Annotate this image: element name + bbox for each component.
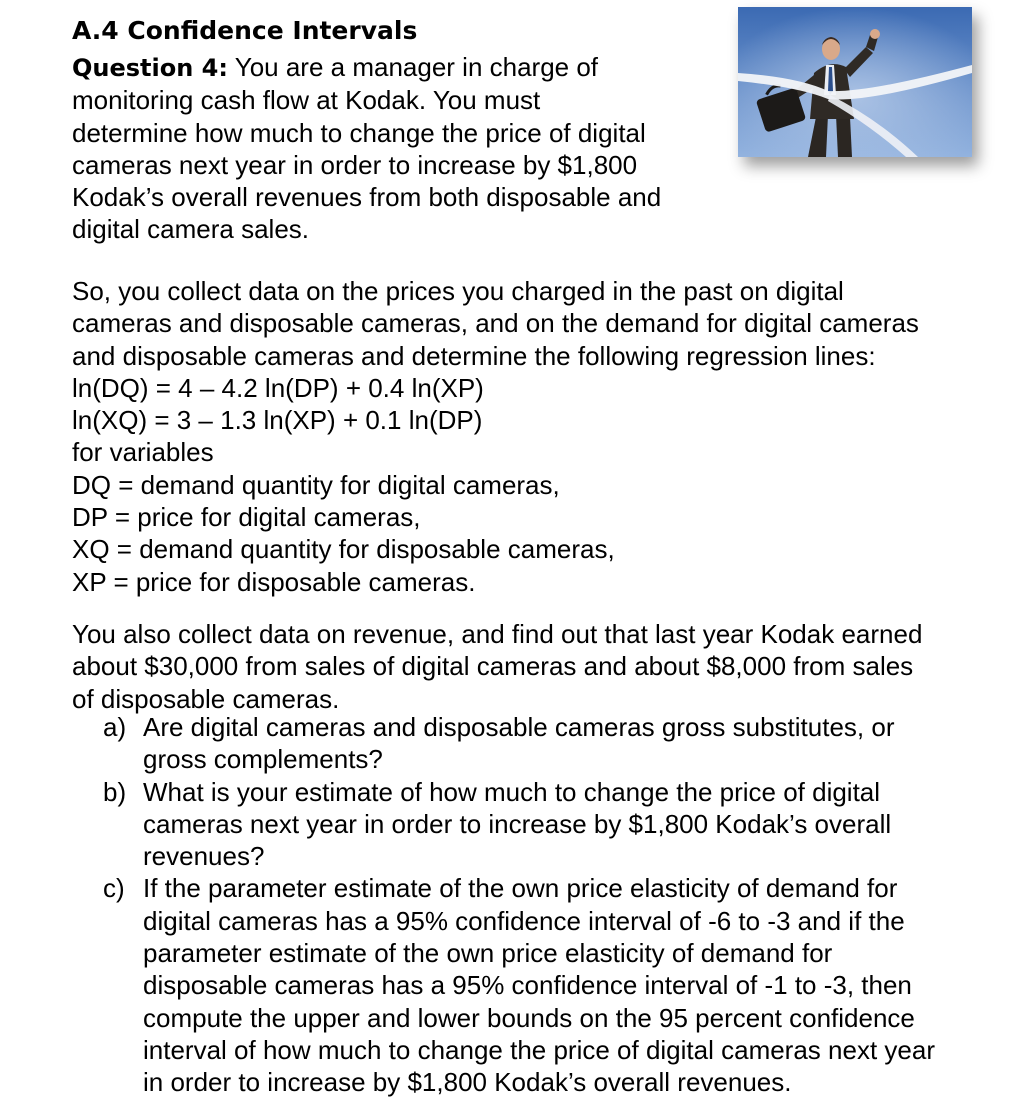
variable-definition: DQ = demand quantity for digital cameras, bbox=[72, 469, 560, 500]
paragraph-line: and disposable cameras and determine the following regression lines: bbox=[72, 340, 876, 371]
sub-question-line: compute the upper and lower bounds on the 95 percent confidence bbox=[143, 1002, 915, 1033]
question-label: Question 4: bbox=[72, 54, 228, 82]
list-marker: b) bbox=[103, 776, 127, 807]
sub-question-line: Are digital cameras and disposable cameras gross substitutes, or bbox=[143, 712, 895, 742]
sub-question-b bbox=[103, 776, 1003, 873]
sub-question-c bbox=[103, 872, 1003, 1098]
sub-question-line: in order to increase by $1,800 Kodak’s overall revenues. bbox=[143, 1067, 792, 1098]
intro-line: digital camera sales. bbox=[72, 214, 309, 245]
sub-question-line: digital cameras has a 95% confidence interval of -6 to -3 and if the bbox=[143, 905, 905, 936]
intro-line: cameras next year in order to increase by $1,800 bbox=[72, 149, 638, 180]
paragraph-line: of disposable cameras. bbox=[72, 683, 340, 714]
list-marker: a) bbox=[103, 712, 127, 742]
sub-question-line: cameras next year in order to increase by $1,800 Kodak’s overall bbox=[143, 808, 892, 839]
list-marker: c) bbox=[103, 873, 125, 904]
intro-line: Kodak’s overall revenues from both disposable and bbox=[72, 182, 662, 213]
question-intro bbox=[72, 51, 732, 246]
section-title: A.4 Confidence Intervals bbox=[72, 16, 418, 45]
paragraph-line: So, you collect data on the prices you charged in the past on digital bbox=[72, 276, 844, 306]
sub-question-line: parameter estimate of the own price elasticity of demand for bbox=[143, 938, 833, 969]
fist bbox=[870, 29, 880, 39]
intro-line: determine how much to change the price of digital bbox=[72, 117, 646, 148]
paragraph-line: cameras and disposable cameras, and on the demand for digital cameras bbox=[72, 308, 919, 339]
businessman-photo bbox=[738, 7, 972, 157]
sub-question-line: What is your estimate of how much to change the price of digital bbox=[143, 776, 881, 807]
revenue-paragraph bbox=[72, 618, 1002, 715]
sub-question-line: revenues? bbox=[143, 841, 265, 872]
sub-question-line: gross complements? bbox=[143, 744, 383, 775]
sub-question-list bbox=[103, 711, 1003, 1099]
regression-equation-disposable: ln(XQ) = 3 – 1.3 ln(XP) + 0.1 ln(DP) bbox=[72, 405, 483, 436]
sub-question-line: If the parameter estimate of the own price elasticity of demand for bbox=[143, 873, 898, 904]
paragraph-line: You also collect data on revenue, and find out that last year Kodak earned bbox=[72, 619, 923, 649]
paragraph-line: about $30,000 from sales of digital cameras and about $8,000 from sales bbox=[72, 651, 914, 682]
sub-question-a bbox=[103, 711, 1003, 776]
businessman-finish-line-image bbox=[738, 7, 972, 157]
variable-definition: XQ = demand quantity for disposable cameras, bbox=[72, 534, 615, 565]
data-paragraph bbox=[72, 275, 1002, 598]
variable-definition: DP = price for digital cameras, bbox=[72, 502, 421, 533]
sub-question-line: interval of how much to change the price of digital cameras next year bbox=[143, 1034, 935, 1065]
intro-line: monitoring cash flow at Kodak. You must bbox=[72, 85, 541, 116]
regression-equation-digital: ln(DQ) = 4 – 4.2 ln(DP) + 0.4 ln(XP) bbox=[72, 372, 484, 403]
intro-line: You are a manager in charge of bbox=[227, 52, 599, 82]
variable-definition: XP = price for disposable cameras. bbox=[72, 566, 476, 597]
variables-intro: for variables bbox=[72, 437, 214, 468]
sub-question-line: disposable cameras has a 95% confidence interval of -1 to -3, then bbox=[143, 970, 912, 1001]
